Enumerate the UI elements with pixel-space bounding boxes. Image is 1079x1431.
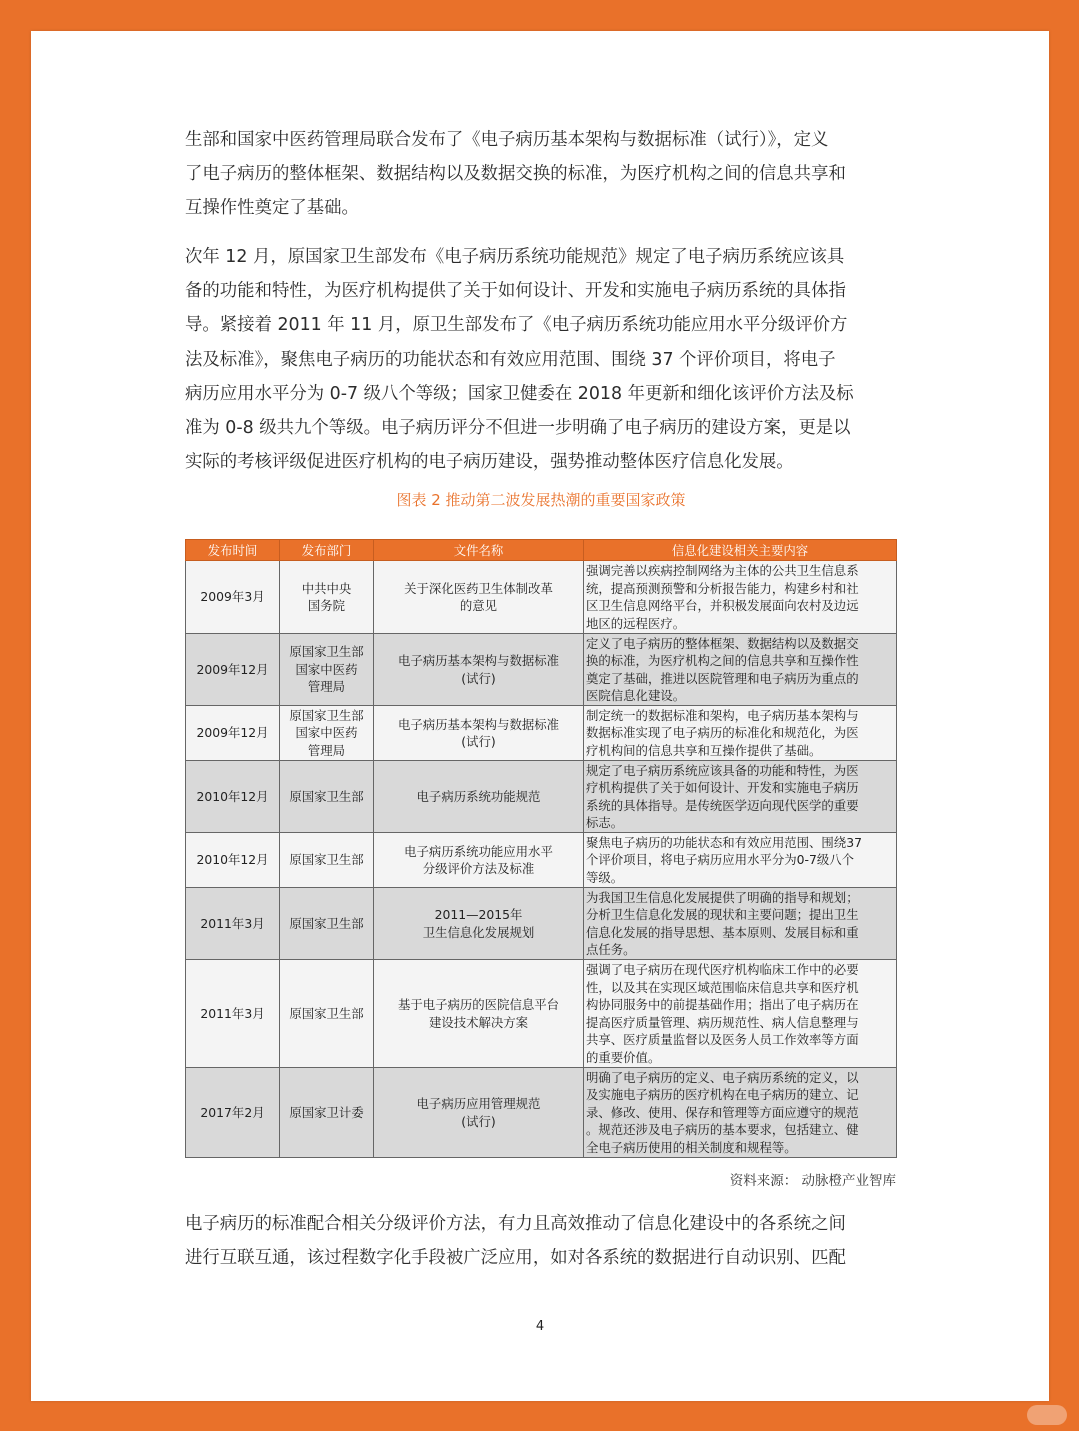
table-row xyxy=(186,1068,897,1158)
cell-content-line: 为我国卫生信息化发展提供了明确的指导和规划； xyxy=(586,889,859,905)
figure-caption: 图表 2 推动第二波发展热潮的重要国家政策 xyxy=(396,491,686,509)
cell-content-line: 强调了电子病历在现代医疗机构临床工作中的必要 xyxy=(586,962,859,977)
cell-content-line: 疗机构提供了关于如何设计、开发和实施电子病历 xyxy=(586,780,859,795)
table-row xyxy=(186,634,897,706)
cell-content-line: 数据标准实现了电子病历的标准化和规范化，为医 xyxy=(586,725,859,741)
paragraph-line: 互操作性奠定了基础。 xyxy=(185,198,359,219)
cell-doc xyxy=(374,833,584,888)
paragraph-3 xyxy=(185,1207,897,1275)
paragraph-2 xyxy=(185,240,897,479)
cell-content-line: 点任务。 xyxy=(586,942,636,957)
table-row xyxy=(186,960,897,1068)
cell-dept xyxy=(280,1068,374,1158)
paragraph-line: 生部和国家中医药管理局联合发布了《电子病历基本架构与数据标准（试行）》，定义 xyxy=(185,130,829,150)
table-row xyxy=(186,561,897,634)
cell-dept xyxy=(280,960,374,1068)
cell-content-line: 共享、医疗质量监督以及医务人员工作效率等方面 xyxy=(586,1032,859,1047)
cell-content-line: 标志。 xyxy=(586,815,624,830)
cell-content-line: 等级。 xyxy=(586,869,624,885)
paragraph-line: 实际的考核评级促进医疗机构的电子病历建设，强势推动整体医疗信息化发展。 xyxy=(185,452,794,473)
cell-content-line: 全电子病历使用的相关制度和规程等。 xyxy=(586,1139,797,1155)
cell-dept xyxy=(280,761,374,833)
cell-dept-line: 原国家卫生部 xyxy=(289,707,364,723)
cell-content-line: 系统的具体指导。是传统医学迈向现代医学的重要 xyxy=(586,797,859,813)
policy-table xyxy=(185,539,897,1158)
cell-date: 2011年3月 xyxy=(186,960,280,1068)
cell-doc-line: 电子病历基本架构与数据标准 xyxy=(397,653,560,668)
cell-content xyxy=(584,561,897,634)
cell-dept-line: 原国家卫生部 xyxy=(289,1005,364,1021)
cell-date: 2011年3月 xyxy=(186,888,280,960)
cell-content xyxy=(584,1068,897,1158)
cell-doc xyxy=(374,761,584,833)
page-number: 4 xyxy=(535,1319,545,1334)
cell-content-line: 构协同服务中的前提基础作用；指出了电子病历在 xyxy=(586,997,859,1012)
cell-dept-line: 国家中医药 xyxy=(295,725,358,741)
cell-content-line: 换的标准，为医疗机构之间的信息共享和互操作性 xyxy=(586,653,859,668)
cell-doc xyxy=(374,1068,584,1158)
cell-content-line: 制定统一的数据标准和架构，电子病历基本架构与 xyxy=(586,707,859,723)
cell-doc-line: 电子病历系统功能应用水平 xyxy=(404,843,553,859)
cell-content xyxy=(584,888,897,960)
cell-content-line: 定义了电子病历的整体框架、数据结构以及数据交 xyxy=(586,635,859,651)
cell-content-line: 规定了电子病历系统应该具备的功能和特性，为医 xyxy=(586,762,859,778)
cell-dept-line: 管理局 xyxy=(307,679,346,695)
cell-content-line: 强调完善以疾病控制网络为主体的公共卫生信息系 xyxy=(586,563,859,578)
header-content: 信息化建设相关主要内容 xyxy=(584,540,897,561)
table-row xyxy=(186,833,897,888)
watermark-badge xyxy=(1027,1405,1067,1425)
cell-date: 2017年2月 xyxy=(186,1068,280,1158)
cell-content xyxy=(584,960,897,1068)
cell-date: 2010年12月 xyxy=(186,833,280,888)
cell-doc xyxy=(374,888,584,960)
cell-dept xyxy=(280,833,374,888)
cell-content xyxy=(584,761,897,833)
paragraph-line: 次年 12 月，原国家卫生部发布《电子病历系统功能规范》规定了电子病历系统应该具 xyxy=(185,247,845,267)
table-header-row xyxy=(186,540,897,561)
cell-content xyxy=(584,634,897,706)
cell-doc-line: (试行) xyxy=(461,670,496,686)
cell-doc xyxy=(374,634,584,706)
header-doc: 文件名称 xyxy=(374,540,584,561)
paragraph-line: 导。紧接着 2011 年 11 月，原卫生部发布了《电子病历系统功能应用水平分级评价方 xyxy=(185,315,848,336)
cell-doc-line: (试行) xyxy=(461,734,496,749)
cell-content-line: 的重要价值。 xyxy=(586,1049,661,1065)
document-page xyxy=(31,31,1049,1401)
header-date: 发布时间 xyxy=(186,540,280,561)
cell-doc-line: 2011—2015年 xyxy=(434,907,523,922)
cell-doc-line: (试行) xyxy=(461,1113,496,1129)
cell-doc-line: 电子病历应用管理规范 xyxy=(416,1096,541,1111)
paragraph-line: 电子病历的标准配合相关分级评价方法，有力且高效推动了信息化建设中的各系统之间 xyxy=(185,1214,846,1234)
cell-content-line: 分析卫生信息化发展的现状和主要问题；提出卫生 xyxy=(586,907,859,922)
paragraph-line: 准为 0-8 级共九个等级。电子病历评分不但进一步明确了电子病历的建设方案，更是以 xyxy=(185,418,851,439)
cell-dept-line: 中共中央 xyxy=(301,580,352,596)
paragraph-1 xyxy=(185,123,897,226)
paragraph-line: 病历应用水平分为 0-7 级八个等级；国家卫健委在 2018 年更新和细化该评价方法及标 xyxy=(185,383,854,404)
cell-doc-line: 卫生信息化发展规划 xyxy=(422,924,535,940)
cell-content-line: 录、修改、使用、保存和管理等方面应遵守的规范 xyxy=(586,1104,859,1120)
paragraph-line: 了电子病历的整体框架、数据结构以及数据交换的标准，为医疗机构之间的信息共享和 xyxy=(185,164,846,185)
paragraph-line: 进行互联互通，该过程数字化手段被广泛应用，如对各系统的数据进行自动识别、匹配 xyxy=(185,1248,846,1269)
cell-doc-line: 关于深化医药卫生体制改革 xyxy=(404,580,553,596)
cell-content-line: 地区的远程医疗。 xyxy=(586,615,686,631)
cell-doc xyxy=(374,960,584,1068)
cell-dept-line: 原国家卫生部 xyxy=(289,644,364,660)
cell-content-line: 提高医疗质量管理、病历规范性、病人信息整理与 xyxy=(586,1014,859,1030)
cell-doc-line: 的意见 xyxy=(459,598,498,613)
cell-content-line: 医院信息化建设。 xyxy=(586,688,686,703)
cell-doc xyxy=(374,706,584,761)
table-row xyxy=(186,706,897,761)
cell-content-line: 信息化发展的指导思想、基本原则、发展目标和重 xyxy=(586,924,859,940)
cell-content-line: 聚焦电子病历的功能状态和有效应用范围、围绕37 xyxy=(586,834,862,850)
cell-date: 2010年12月 xyxy=(186,761,280,833)
cell-content-line: 性，以及其在实现区域范围临床信息共享和医疗机 xyxy=(586,979,859,995)
cell-content-line: 。规范还涉及电子病历的基本要求，包括建立、健 xyxy=(586,1122,859,1138)
cell-content-line: 疗机构间的信息共享和互操作提供了基础。 xyxy=(586,742,822,758)
cell-doc xyxy=(374,561,584,634)
cell-dept-line: 原国家卫生部 xyxy=(289,852,364,868)
cell-date: 2009年3月 xyxy=(186,561,280,634)
cell-content-line: 明确了电子病历的定义、电子病历系统的定义，以 xyxy=(586,1069,859,1085)
cell-dept xyxy=(280,706,374,761)
header-dept: 发布部门 xyxy=(280,540,374,561)
cell-content-line: 个评价项目，将电子病历应用水平分为0-7级八个 xyxy=(586,852,855,868)
cell-date: 2009年12月 xyxy=(186,706,280,761)
cell-doc-line: 建设技术解决方案 xyxy=(428,1014,529,1030)
cell-dept xyxy=(280,634,374,706)
cell-date: 2009年12月 xyxy=(186,634,280,706)
cell-doc-line: 电子病历基本架构与数据标准 xyxy=(397,716,560,732)
cell-doc-line: 分级评价方法及标准 xyxy=(422,861,535,876)
table-row xyxy=(186,888,897,960)
cell-dept-line: 国家中医药 xyxy=(295,661,358,677)
cell-content-line: 奠定了基础，推进以医院管理和电子病历为重点的 xyxy=(586,670,859,686)
cell-doc-line: 电子病历系统功能规范 xyxy=(416,788,541,804)
cell-dept-line: 原国家卫生部 xyxy=(289,788,364,804)
cell-dept-line: 原国家卫计委 xyxy=(289,1104,364,1120)
table-row xyxy=(186,761,897,833)
source-note: 资料来源： 动脉橙产业智库 xyxy=(729,1173,896,1189)
cell-dept-line: 管理局 xyxy=(307,742,346,758)
cell-dept-line: 国务院 xyxy=(307,598,346,613)
cell-content-line: 区卫生信息网络平台，并积极发展面向农村及边远 xyxy=(586,598,859,613)
cell-doc-line: 基于电子病历的医院信息平台 xyxy=(397,997,560,1012)
cell-dept xyxy=(280,888,374,960)
paragraph-line: 备的功能和特性，为医疗机构提供了关于如何设计、开发和实施电子病历系统的具体指 xyxy=(185,281,846,302)
paragraph-line: 法及标准》，聚焦电子病历的功能状态和有效应用范围、围绕 37 个评价项目，将电子 xyxy=(185,349,836,370)
cell-content xyxy=(584,706,897,761)
cell-dept-line: 原国家卫生部 xyxy=(289,915,364,931)
cell-dept xyxy=(280,561,374,634)
cell-content-line: 统，提高预测预警和分析报告能力，构建乡村和社 xyxy=(586,580,859,596)
cell-content-line: 及实施电子病历的医疗机构在电子病历的建立、记 xyxy=(586,1087,859,1103)
cell-content xyxy=(584,833,897,888)
